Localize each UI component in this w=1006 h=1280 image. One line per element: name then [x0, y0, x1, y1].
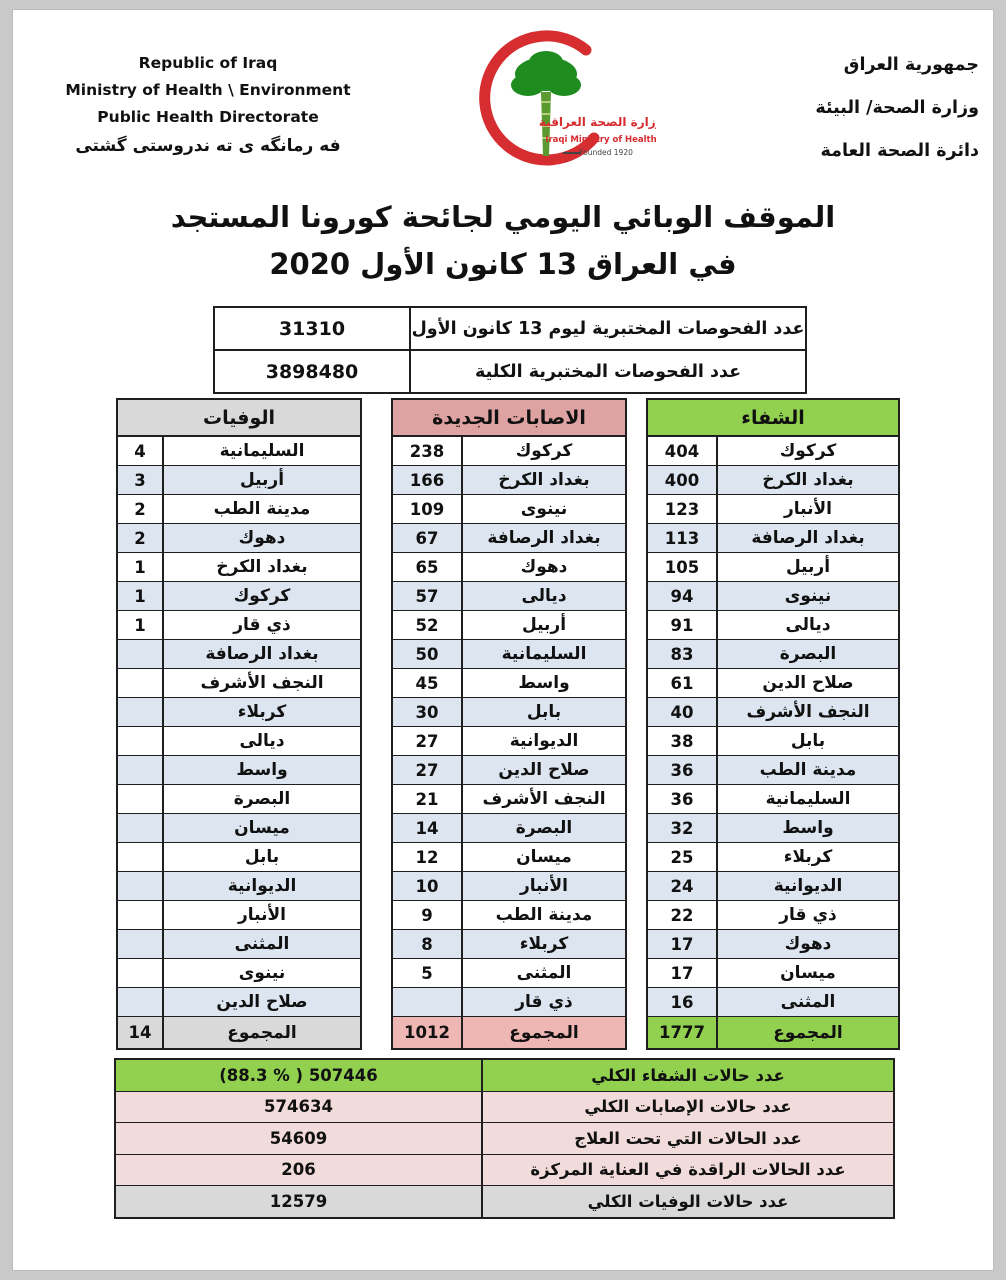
region-name-cell: ديالى	[785, 615, 831, 635]
logo-english-name: Iraqi Ministry of Health	[545, 135, 656, 145]
region-value-cell	[118, 785, 164, 813]
table-row	[648, 872, 898, 901]
table-row	[118, 495, 360, 524]
table-row	[393, 437, 625, 466]
region-value-cell: 3	[118, 466, 164, 494]
region-value-cell: 94	[648, 582, 718, 610]
table-row	[648, 988, 898, 1017]
header-country-en: Republic of Iraq	[138, 54, 278, 72]
table-row	[648, 785, 898, 814]
table-row	[393, 582, 625, 611]
summary-value-cell: 54609	[116, 1123, 483, 1154]
region-value-cell	[118, 814, 164, 842]
table-row	[118, 669, 360, 698]
region-name-cell: كركوك	[233, 586, 291, 606]
table-row	[648, 582, 898, 611]
region-name-cell: الديوانية	[509, 731, 579, 751]
header-directorate-ar: دائرة الصحة العامة	[820, 141, 979, 161]
region-value-cell: 5	[393, 959, 463, 987]
region-value-cell: 123	[648, 495, 718, 523]
region-value-cell	[118, 727, 164, 755]
region-name-cell: ديالى	[239, 731, 285, 751]
region-value-cell: 12	[393, 843, 463, 871]
region-value-cell: 22	[648, 901, 718, 929]
table-row	[393, 872, 625, 901]
region-name-cell: واسط	[782, 818, 834, 838]
recoveries-table	[646, 398, 900, 1050]
table-row	[393, 901, 625, 930]
table-row	[118, 698, 360, 727]
region-value-cell: 2	[118, 495, 164, 523]
region-name-cell: المثنى	[234, 934, 290, 954]
table-row	[118, 611, 360, 640]
region-name-cell: مدينة الطب	[759, 760, 857, 780]
region-name-cell: بغداد الكرخ	[216, 557, 308, 577]
table-row	[648, 669, 898, 698]
table-total-row	[648, 1017, 898, 1048]
region-value-cell	[118, 843, 164, 871]
table-row	[648, 756, 898, 785]
region-name-cell: النجف الأشرف	[200, 673, 324, 693]
region-name-cell: صلاح الدين	[762, 673, 854, 693]
total-label-cell: المجموع	[773, 1022, 843, 1043]
region-value-cell: 10	[393, 872, 463, 900]
region-value-cell: 32	[648, 814, 718, 842]
ministry-logo	[451, 22, 656, 180]
table-row	[393, 524, 625, 553]
region-value-cell: 50	[393, 640, 463, 668]
region-name-cell: السليمانية	[501, 644, 587, 664]
palm-tree-icon	[511, 51, 581, 96]
deaths-table	[116, 398, 362, 1050]
region-value-cell: 9	[393, 901, 463, 929]
total-value-cell: 1012	[393, 1017, 463, 1048]
header-directorate-ku: فه رمانگه ى ته ندروستى گشتى	[75, 136, 341, 156]
report-title-line2: في العراق 13 كانون الأول 2020	[269, 247, 737, 281]
region-name-cell: بغداد الكرخ	[762, 470, 854, 490]
region-table-title: الوفيات	[118, 400, 360, 437]
region-value-cell: 17	[648, 930, 718, 958]
region-value-cell	[118, 930, 164, 958]
region-value-cell: 36	[648, 756, 718, 784]
table-row	[215, 308, 805, 351]
region-name-cell: دهوك	[238, 528, 286, 548]
region-name-cell: نينوى	[784, 586, 832, 606]
region-value-cell: 57	[393, 582, 463, 610]
document-page	[12, 9, 994, 1271]
table-row	[393, 930, 625, 959]
table-row	[118, 466, 360, 495]
table-row	[648, 930, 898, 959]
summary-label-cell: عدد حالات الإصابات الكلي	[584, 1097, 792, 1117]
table-row	[118, 756, 360, 785]
table-row	[118, 640, 360, 669]
region-value-cell: 27	[393, 756, 463, 784]
region-name-cell: المثنى	[780, 992, 836, 1012]
table-row	[393, 611, 625, 640]
total-label-cell: المجموع	[509, 1022, 579, 1043]
region-name-cell: المثنى	[516, 963, 572, 983]
table-row	[393, 959, 625, 988]
table-row	[648, 495, 898, 524]
table-row	[393, 553, 625, 582]
region-value-cell	[118, 959, 164, 987]
region-name-cell: البصرة	[515, 818, 573, 838]
table-row	[648, 698, 898, 727]
region-value-cell: 4	[118, 437, 164, 465]
table-row	[648, 959, 898, 988]
table-row	[118, 959, 360, 988]
region-value-cell: 36	[648, 785, 718, 813]
region-value-cell: 1	[118, 582, 164, 610]
table-row	[393, 640, 625, 669]
region-name-cell: واسط	[236, 760, 288, 780]
table-row	[118, 843, 360, 872]
table-row	[393, 727, 625, 756]
region-value-cell: 40	[648, 698, 718, 726]
header-english-block	[53, 50, 363, 161]
region-name-cell: أربيل	[521, 615, 567, 635]
region-name-cell: الديوانية	[773, 876, 843, 896]
ministry-logo-graphic	[451, 22, 656, 180]
region-name-cell: أربيل	[239, 470, 285, 490]
summary-label-cell: عدد الحالات التي تحت العلاج	[574, 1128, 802, 1148]
region-value-cell: 30	[393, 698, 463, 726]
region-name-cell: ذي قار	[233, 615, 291, 635]
daily-tests-value: 31310	[215, 308, 411, 349]
header-ministry-ar: وزارة الصحة/ البيئة	[815, 98, 979, 118]
region-name-cell: دهوك	[520, 557, 568, 577]
region-value-cell: 52	[393, 611, 463, 639]
region-name-cell: واسط	[518, 673, 570, 693]
region-name-cell: البصرة	[233, 789, 291, 809]
table-row	[118, 582, 360, 611]
lab-tests-table	[213, 306, 807, 394]
table-row	[648, 466, 898, 495]
region-value-cell: 2	[118, 524, 164, 552]
region-value-cell: 1	[118, 553, 164, 581]
region-value-cell: 109	[393, 495, 463, 523]
region-value-cell: 61	[648, 669, 718, 697]
table-row	[648, 843, 898, 872]
region-name-cell: كربلاء	[237, 702, 287, 722]
region-value-cell: 24	[648, 872, 718, 900]
daily-tests-label: عدد الفحوصات المختبرية ليوم 13 كانون الأول	[411, 318, 805, 339]
table-row	[393, 785, 625, 814]
region-name-cell: الأنبار	[784, 499, 832, 519]
region-value-cell	[118, 872, 164, 900]
region-value-cell	[118, 988, 164, 1016]
table-row	[648, 524, 898, 553]
region-value-cell: 27	[393, 727, 463, 755]
summary-label-cell: عدد حالات الشفاء الكلي	[591, 1065, 785, 1085]
region-value-cell	[118, 698, 164, 726]
table-row	[648, 814, 898, 843]
table-row	[118, 785, 360, 814]
region-name-cell: الديوانية	[227, 876, 297, 896]
region-name-cell: ميسان	[516, 847, 572, 867]
region-value-cell	[118, 901, 164, 929]
region-name-cell: صلاح الدين	[216, 992, 308, 1012]
region-name-cell: السليمانية	[219, 441, 305, 461]
region-name-cell: كربلاء	[519, 934, 569, 954]
header-arabic-block	[764, 44, 979, 173]
region-value-cell: 14	[393, 814, 463, 842]
region-name-cell: كركوك	[779, 441, 837, 461]
total-value-cell: 1777	[648, 1017, 718, 1048]
table-row	[393, 988, 625, 1017]
region-value-cell: 91	[648, 611, 718, 639]
region-name-cell: نينوى	[238, 963, 286, 983]
region-value-cell: 45	[393, 669, 463, 697]
table-row	[393, 495, 625, 524]
summary-value-cell: 574634	[116, 1092, 483, 1123]
summary-label-cell: عدد الحالات الراقدة في العناية المركزة	[530, 1160, 846, 1180]
logo-founded-text: Founded 1920	[579, 148, 633, 157]
region-table-title: الشفاء	[648, 400, 898, 437]
total-label-cell: المجموع	[227, 1022, 297, 1043]
region-value-cell: 105	[648, 553, 718, 581]
region-name-cell: كربلاء	[783, 847, 833, 867]
summary-row	[116, 1123, 893, 1155]
table-row	[118, 814, 360, 843]
header-country-ar: جمهورية العراق	[843, 55, 979, 75]
region-name-cell: دهوك	[784, 934, 832, 954]
region-name-cell: ذي قار	[515, 992, 573, 1012]
table-row	[118, 727, 360, 756]
region-name-cell: ميسان	[780, 963, 836, 983]
region-name-cell: مدينة الطب	[213, 499, 311, 519]
region-name-cell: بغداد الكرخ	[498, 470, 590, 490]
total-tests-value: 3898480	[215, 351, 411, 392]
table-total-row	[118, 1017, 360, 1048]
region-value-cell: 83	[648, 640, 718, 668]
region-value-cell	[118, 669, 164, 697]
summary-row	[116, 1060, 893, 1092]
table-row	[648, 553, 898, 582]
report-title-line1: الموقف الوبائي اليومي لجائحة كورونا المستجد	[170, 200, 836, 234]
summary-value-cell: (88.3 % ) 507446	[116, 1060, 483, 1091]
table-row	[648, 437, 898, 466]
table-row	[118, 988, 360, 1017]
table-row	[118, 872, 360, 901]
region-name-cell: ميسان	[234, 818, 290, 838]
table-row	[393, 843, 625, 872]
region-name-cell: كركوك	[515, 441, 573, 461]
region-value-cell: 65	[393, 553, 463, 581]
region-name-cell: السليمانية	[765, 789, 851, 809]
region-name-cell: صلاح الدين	[498, 760, 590, 780]
region-value-cell: 113	[648, 524, 718, 552]
table-row	[393, 669, 625, 698]
header-ministry-en: Ministry of Health \ Environment	[65, 81, 351, 99]
region-name-cell: البصرة	[779, 644, 837, 664]
table-total-row	[393, 1017, 625, 1048]
total-value-cell: 14	[118, 1017, 164, 1048]
table-row	[393, 756, 625, 785]
region-name-cell: نينوى	[520, 499, 568, 519]
region-value-cell: 16	[648, 988, 718, 1016]
summary-row	[116, 1155, 893, 1187]
table-row	[118, 930, 360, 959]
region-name-cell: الأنبار	[520, 876, 568, 896]
table-row	[118, 901, 360, 930]
region-name-cell: مدينة الطب	[495, 905, 593, 925]
region-name-cell: الأنبار	[238, 905, 286, 925]
region-value-cell	[118, 640, 164, 668]
region-value-cell: 1	[118, 611, 164, 639]
region-value-cell: 8	[393, 930, 463, 958]
region-value-cell	[118, 756, 164, 784]
region-value-cell: 67	[393, 524, 463, 552]
new-infections-table	[391, 398, 627, 1050]
region-value-cell: 21	[393, 785, 463, 813]
region-name-cell: بابل	[526, 702, 562, 722]
region-value-cell: 17	[648, 959, 718, 987]
region-value-cell: 38	[648, 727, 718, 755]
region-name-cell: النجف الأشرف	[746, 702, 870, 722]
cumulative-summary-table	[114, 1058, 895, 1219]
summary-value-cell: 206	[116, 1155, 483, 1186]
region-name-cell: بغداد الرصافة	[751, 528, 865, 548]
summary-row	[116, 1092, 893, 1124]
table-row	[393, 466, 625, 495]
region-value-cell: 400	[648, 466, 718, 494]
report-title	[13, 194, 993, 288]
table-row	[118, 553, 360, 582]
region-name-cell: بغداد الرصافة	[205, 644, 319, 664]
summary-label-cell: عدد حالات الوفيات الكلي	[587, 1191, 789, 1211]
region-value-cell: 25	[648, 843, 718, 871]
region-name-cell: بابل	[244, 847, 280, 867]
total-tests-label: عدد الفحوصات المختبرية الكلية	[474, 361, 742, 382]
header-directorate-en: Public Health Directorate	[97, 108, 319, 126]
region-name-cell: بغداد الرصافة	[487, 528, 601, 548]
table-row	[648, 640, 898, 669]
region-name-cell: بابل	[790, 731, 826, 751]
table-row	[118, 524, 360, 553]
table-row	[393, 698, 625, 727]
region-name-cell: أربيل	[785, 557, 831, 577]
region-value-cell: 404	[648, 437, 718, 465]
region-name-cell: النجف الأشرف	[482, 789, 606, 809]
region-value-cell	[393, 988, 463, 1016]
table-row	[393, 814, 625, 843]
region-value-cell: 238	[393, 437, 463, 465]
summary-row	[116, 1186, 893, 1217]
summary-value-cell: 12579	[116, 1186, 483, 1217]
table-row	[118, 437, 360, 466]
table-row	[215, 351, 805, 392]
region-name-cell: ذي قار	[779, 905, 837, 925]
logo-arabic-name: وزارة الصحة العراقية	[538, 115, 656, 129]
region-table-title: الاصابات الجديدة	[393, 400, 625, 437]
table-row	[648, 611, 898, 640]
table-row	[648, 727, 898, 756]
region-name-cell: ديالى	[521, 586, 567, 606]
region-value-cell: 166	[393, 466, 463, 494]
table-row	[648, 901, 898, 930]
